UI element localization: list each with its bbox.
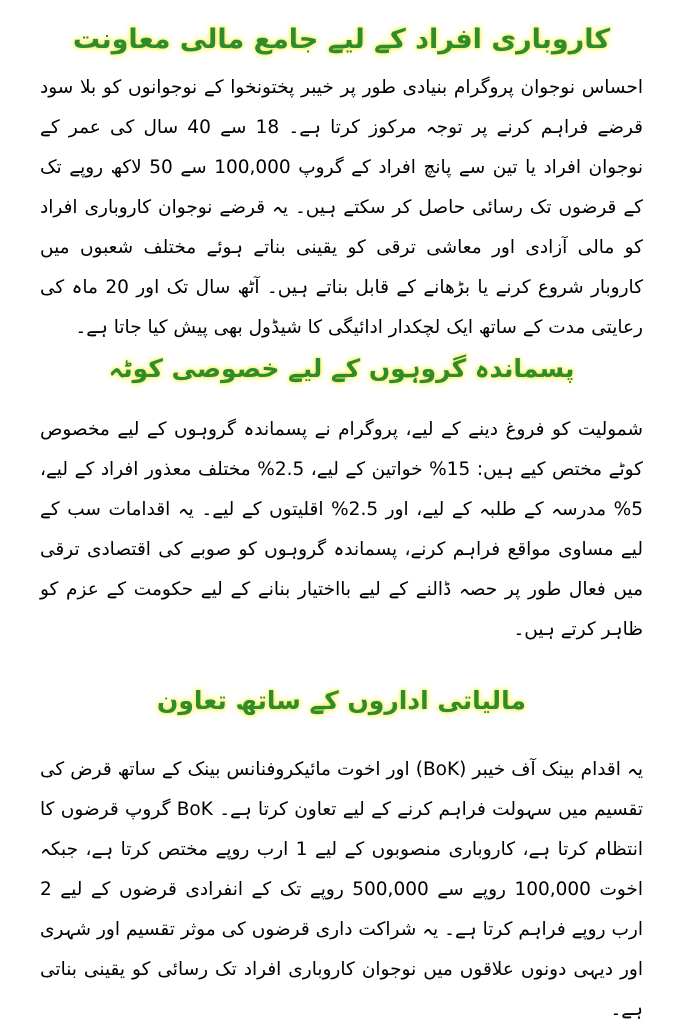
section-3-paragraph: یہ اقدام بینک آف خیبر (BoK) اور اخوت مائیکروفنانس بینک کے ساتھ قرض کی تقسیم میں سہولت فراہم کرنے کے لیے تعاون کرتا ہے۔ BoK گروپ قرضوں کا انتظام کرتا ہے، کاروباری منصوبوں کے لیے 1 ارب روپے مختص کرتا ہے، جبکہ اخوت 100,000 روپے سے 500,000 روپے تک کے انفرادی قرضوں کے لیے 2 ارب روپے فراہم کرتا ہے۔ یہ شراکت داری قرضوں کی موثر تقسیم اور شہری اور دیہی دونوں علاقوں میں نوجوان کاروباری افراد تک رسائی کو یقینی بناتی ہے۔ xyxy=(40,759,643,1021)
section-1-paragraph: احساس نوجوان پروگرام بنیادی طور پر خیبر پختونخوا کے نوجوانوں کو بلا سود قرضے فراہم کرنے پر توجہ مرکوز کرتا ہے۔ 18 سے 40 سال کی عمر کے نوجوان افراد یا تین سے پانچ افراد کے گروپ 100,000 سے 50 لاکھ روپے تک کے قرضوں تک رسائی حاصل کر سکتے ہیں۔ یہ قرضے نوجوان کاروباری افراد کو مالی آزادی اور معاشی ترقی کو یقینی بناتے ہوئے مختلف شعبوں میں کاروبار شروع کرنے یا بڑھانے کے قابل بناتے ہیں۔ آٹھ سال تک اور 20 ماہ کی رعایتی مدت کے ساتھ ایک لچکدار ادائیگی کا شیڈول بھی پیش کیا جاتا ہے۔ xyxy=(40,77,643,339)
section-1-heading: کاروباری افراد کے لیے جامع مالی معاونت xyxy=(72,24,611,55)
section-2-heading: پسماندہ گروہوں کے لیے خصوصی کوٹہ xyxy=(108,354,575,384)
section-2-paragraph: شمولیت کو فروغ دینے کے لیے، پروگرام نے پسماندہ گروہوں کے لیے مخصوص کوٹے مختص کیے ہیں: 15% خواتین کے لیے، 2.5% مختلف معذور افراد کے لیے، 5% مدرسہ کے طلبہ کے لیے، اور 2.5% اقلیتوں کے لیے۔ یہ اقدامات سب کے لیے مساوی مواقع فراہم کرنے، پسماندہ گروہوں کو صوبے کی اقتصادی ترقی میں فعال طور پر حصہ ڈالنے کے لیے بااختیار بنانے کے لیے حکومت کے عزم کو ظاہر کرتے ہیں۔ xyxy=(40,419,643,641)
section-3-heading: مالیاتی اداروں کے ساتھ تعاون xyxy=(157,686,526,716)
